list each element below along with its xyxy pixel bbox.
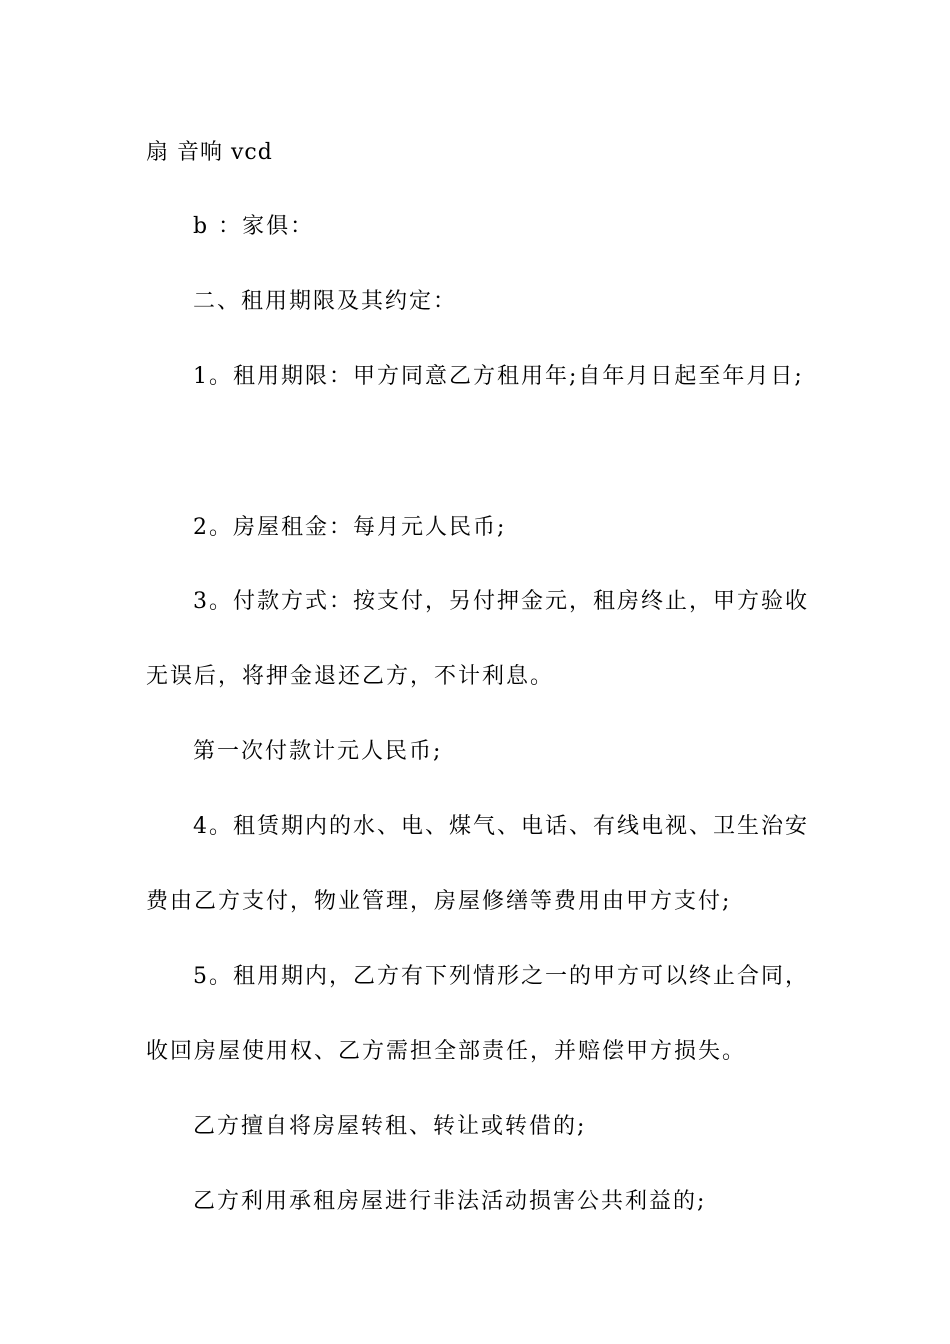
- item-list-line: 扇 音响 vcd: [146, 140, 273, 165]
- clause-4-utilities-continued: 费由乙方支付，物业管理，房屋修缮等费用由甲方支付;: [146, 889, 732, 914]
- condition-illegal-use: 乙方利用承租房屋进行非法活动损害公共利益的;: [193, 1189, 707, 1214]
- clause-3-payment: 3。付款方式：按支付，另付押金元，租房终止，甲方验收: [193, 589, 809, 614]
- clause-1-term: 1。租用期限：甲方同意乙方租用年;自年月日起至年月日;: [193, 364, 804, 389]
- clause-2-rent: 2。房屋租金：每月元人民币;: [193, 515, 507, 540]
- item-b-furniture-line: b ：家俱：: [193, 214, 315, 239]
- first-payment-line: 第一次付款计元人民币;: [193, 739, 443, 764]
- section-heading: 二、租用期限及其约定：: [193, 289, 458, 314]
- clause-5-termination-continued: 收回房屋使用权、乙方需担全部责任，并赔偿甲方损失。: [146, 1039, 747, 1064]
- clause-3-payment-continued: 无误后，将押金退还乙方，不计利息。: [146, 664, 555, 689]
- clause-4-utilities: 4。租赁期内的水、电、煤气、电话、有线电视、卫生治安: [193, 814, 809, 839]
- condition-sublet: 乙方擅自将房屋转租、转让或转借的;: [193, 1114, 587, 1139]
- clause-5-termination: 5。租用期内，乙方有下列情形之一的甲方可以终止合同，: [193, 964, 809, 989]
